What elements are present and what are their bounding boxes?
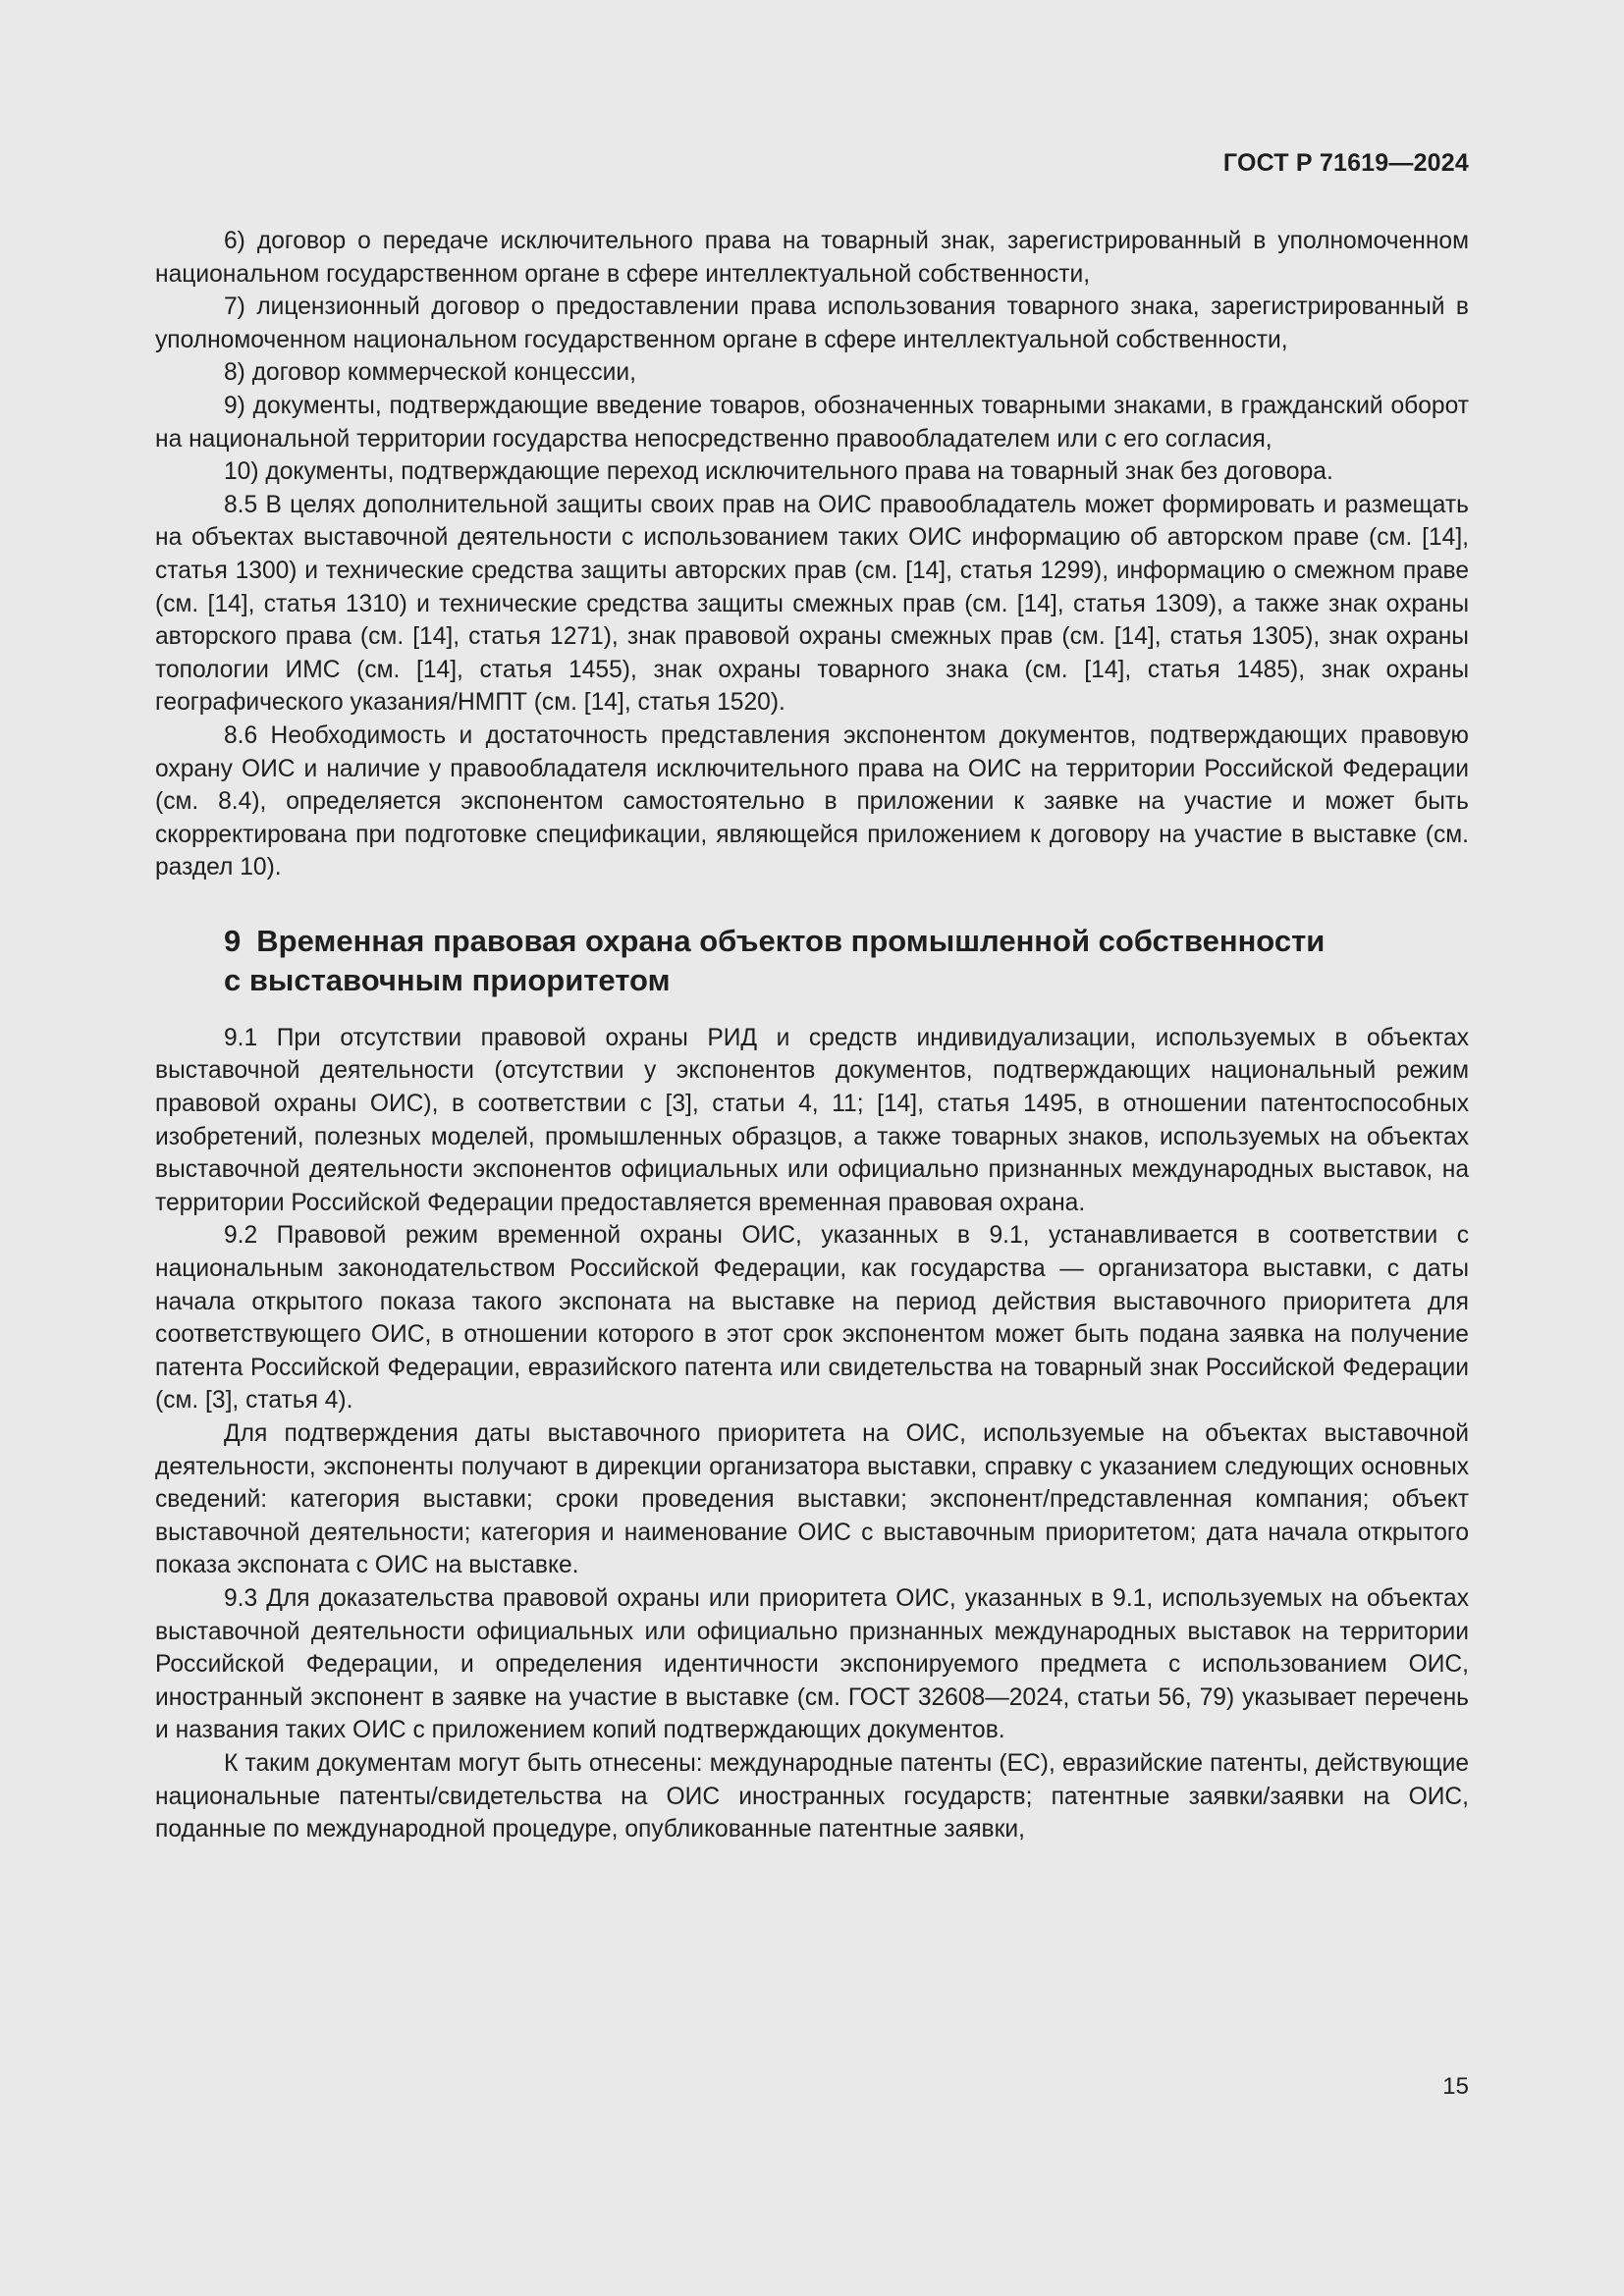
section-title-line2: с выставочным приоритетом [224, 962, 671, 997]
section-title-line1: Временная правовая охрана объектов промышленной собственности [256, 923, 1326, 958]
section-number: 9 [224, 923, 242, 958]
paragraph: 9.3 Для доказательства правовой охраны или приоритета ОИС, указанных в 9.1, используемых на объектах выставочной деятельности официальных или официально признанных международных выставок на территории Российской Федерации, и определения идентичности экспонируемого предмета с использованием ОИС, иностранный экспонент в заявке на участие в выставке (см. ГОСТ 32608—2024, статьи 56, 79) указывает перечень и названия таких ОИС с приложением копий подтверждающих документов. [155, 1584, 1469, 1744]
paragraph: 6) договор о передаче исключительного права на товарный знак, зарегистрированный в уполномоченном национальном государственном органе в сфере интеллектуальной собственности, [155, 228, 1469, 288]
paragraph: 8) договор коммерческой концессии, [224, 359, 636, 387]
paragraph: Для подтверждения даты выставочного приоритета на ОИС, используемые на объектах выставочной деятельности, экспоненты получают в дирекции организатора выставки, справку с указанием следующих основных сведений: категория выставки; сроки проведения выставки; экспонент/представленная компания; объект выставочной деятельности; категория и наименование ОИС с выставочным приоритетом; дата начала открытого показа экспоната с ОИС на выставке. [155, 1420, 1469, 1579]
document-header: ГОСТ Р 71619—2024 [1222, 149, 1469, 177]
paragraph: 8.6 Необходимость и достаточность представления экспонентом документов, подтверждающих правовую охрану ОИС и наличие у правообладателя исключительного права на ОИС на территории Российской Федерации (см. 8.4), определяется экспонентом самостоятельно в приложении к заявке на участие и может быть скорректирована при подготовке спецификации, являющейся приложением к договору на участие в выставке (см. раздел 10). [155, 721, 1469, 881]
paragraph: 9.1 При отсутствии правовой охраны РИД и средств индивидуализации, используемых в объектах выставочной деятельности (отсутствии у экспонентов документов, подтверждающих национальный режим правовой охраны ОИС), в соответствии с [3], статьи 4, 11; [14], статья 1495, в отношении патентоспособных изобретений, полезных моделей, промышленных образцов, а также товарных знаков, используемых на объектах выставочной деятельности экспонентов официальных или официально признанных международных выставок, на территории Российской Федерации предоставляется временная правовая охрана. [155, 1024, 1469, 1216]
paragraph: 7) лицензионный договор о предоставлении права использования товарного знака, зарегистрированный в уполномоченном национальном государственном органе в сфере интеллектуальной собственности, [155, 294, 1469, 353]
section-heading [224, 922, 1469, 1000]
paragraph: К таким документам могут быть отнесены: международные патенты (ЕС), евразийские патенты, действующие национальные патенты/свидетельства на ОИС иностранных государств; патентные заявки/заявки на ОИС, поданные по международной процедуре, опубликованные патентные заявки, [155, 1749, 1469, 1843]
document-body [155, 225, 1469, 1846]
paragraph: 9) документы, подтверждающие введение товаров, обозначенных товарными знаками, в гражданский оборот на национальной территории государства непосредственно правообладателем или с его согласия, [155, 392, 1469, 453]
page-number: 15 [1442, 2073, 1469, 2100]
paragraph: 8.5 В целях дополнительной защиты своих прав на ОИС правообладатель может формировать и размещать на объектах выставочной деятельности с использованием таких ОИС информацию об авторском праве (см. [14], статья 1300) и технические средства защиты авторских прав (см. [14], статья 1299), информацию о смежном праве (см. [14], статья 1310) и технические средства защиты смежных прав (см. [14], статья 1309), а также знак охраны авторского права (см. [14], статья 1271), знак правовой охраны смежных прав (см. [14], статья 1305), знак охраны топологии ИМС (см. [14], статья 1455), знак охраны товарного знака (см. [14], статья 1485), знак охраны географического указания/НМПТ (см. [14], статья 1520). [155, 491, 1469, 717]
paragraph: 10) документы, подтверждающие переход исключительного права на товарный знак без договора. [224, 458, 1333, 486]
paragraph: 9.2 Правовой режим временной охраны ОИС, указанных в 9.1, устанавливается в соответствии с национальным законодательством Российской Федерации, как государства — организатора выставки, с даты начала открытого показа такого экспоната на выставке на период действия выставочного приоритета для соответствующего ОИС, в отношении которого в этот срок экспонентом может быть подана заявка на получение патента Российской Федерации, евразийского патента или свидетельства на товарный знак Российской Федерации (см. [3], статья 4). [155, 1222, 1469, 1415]
